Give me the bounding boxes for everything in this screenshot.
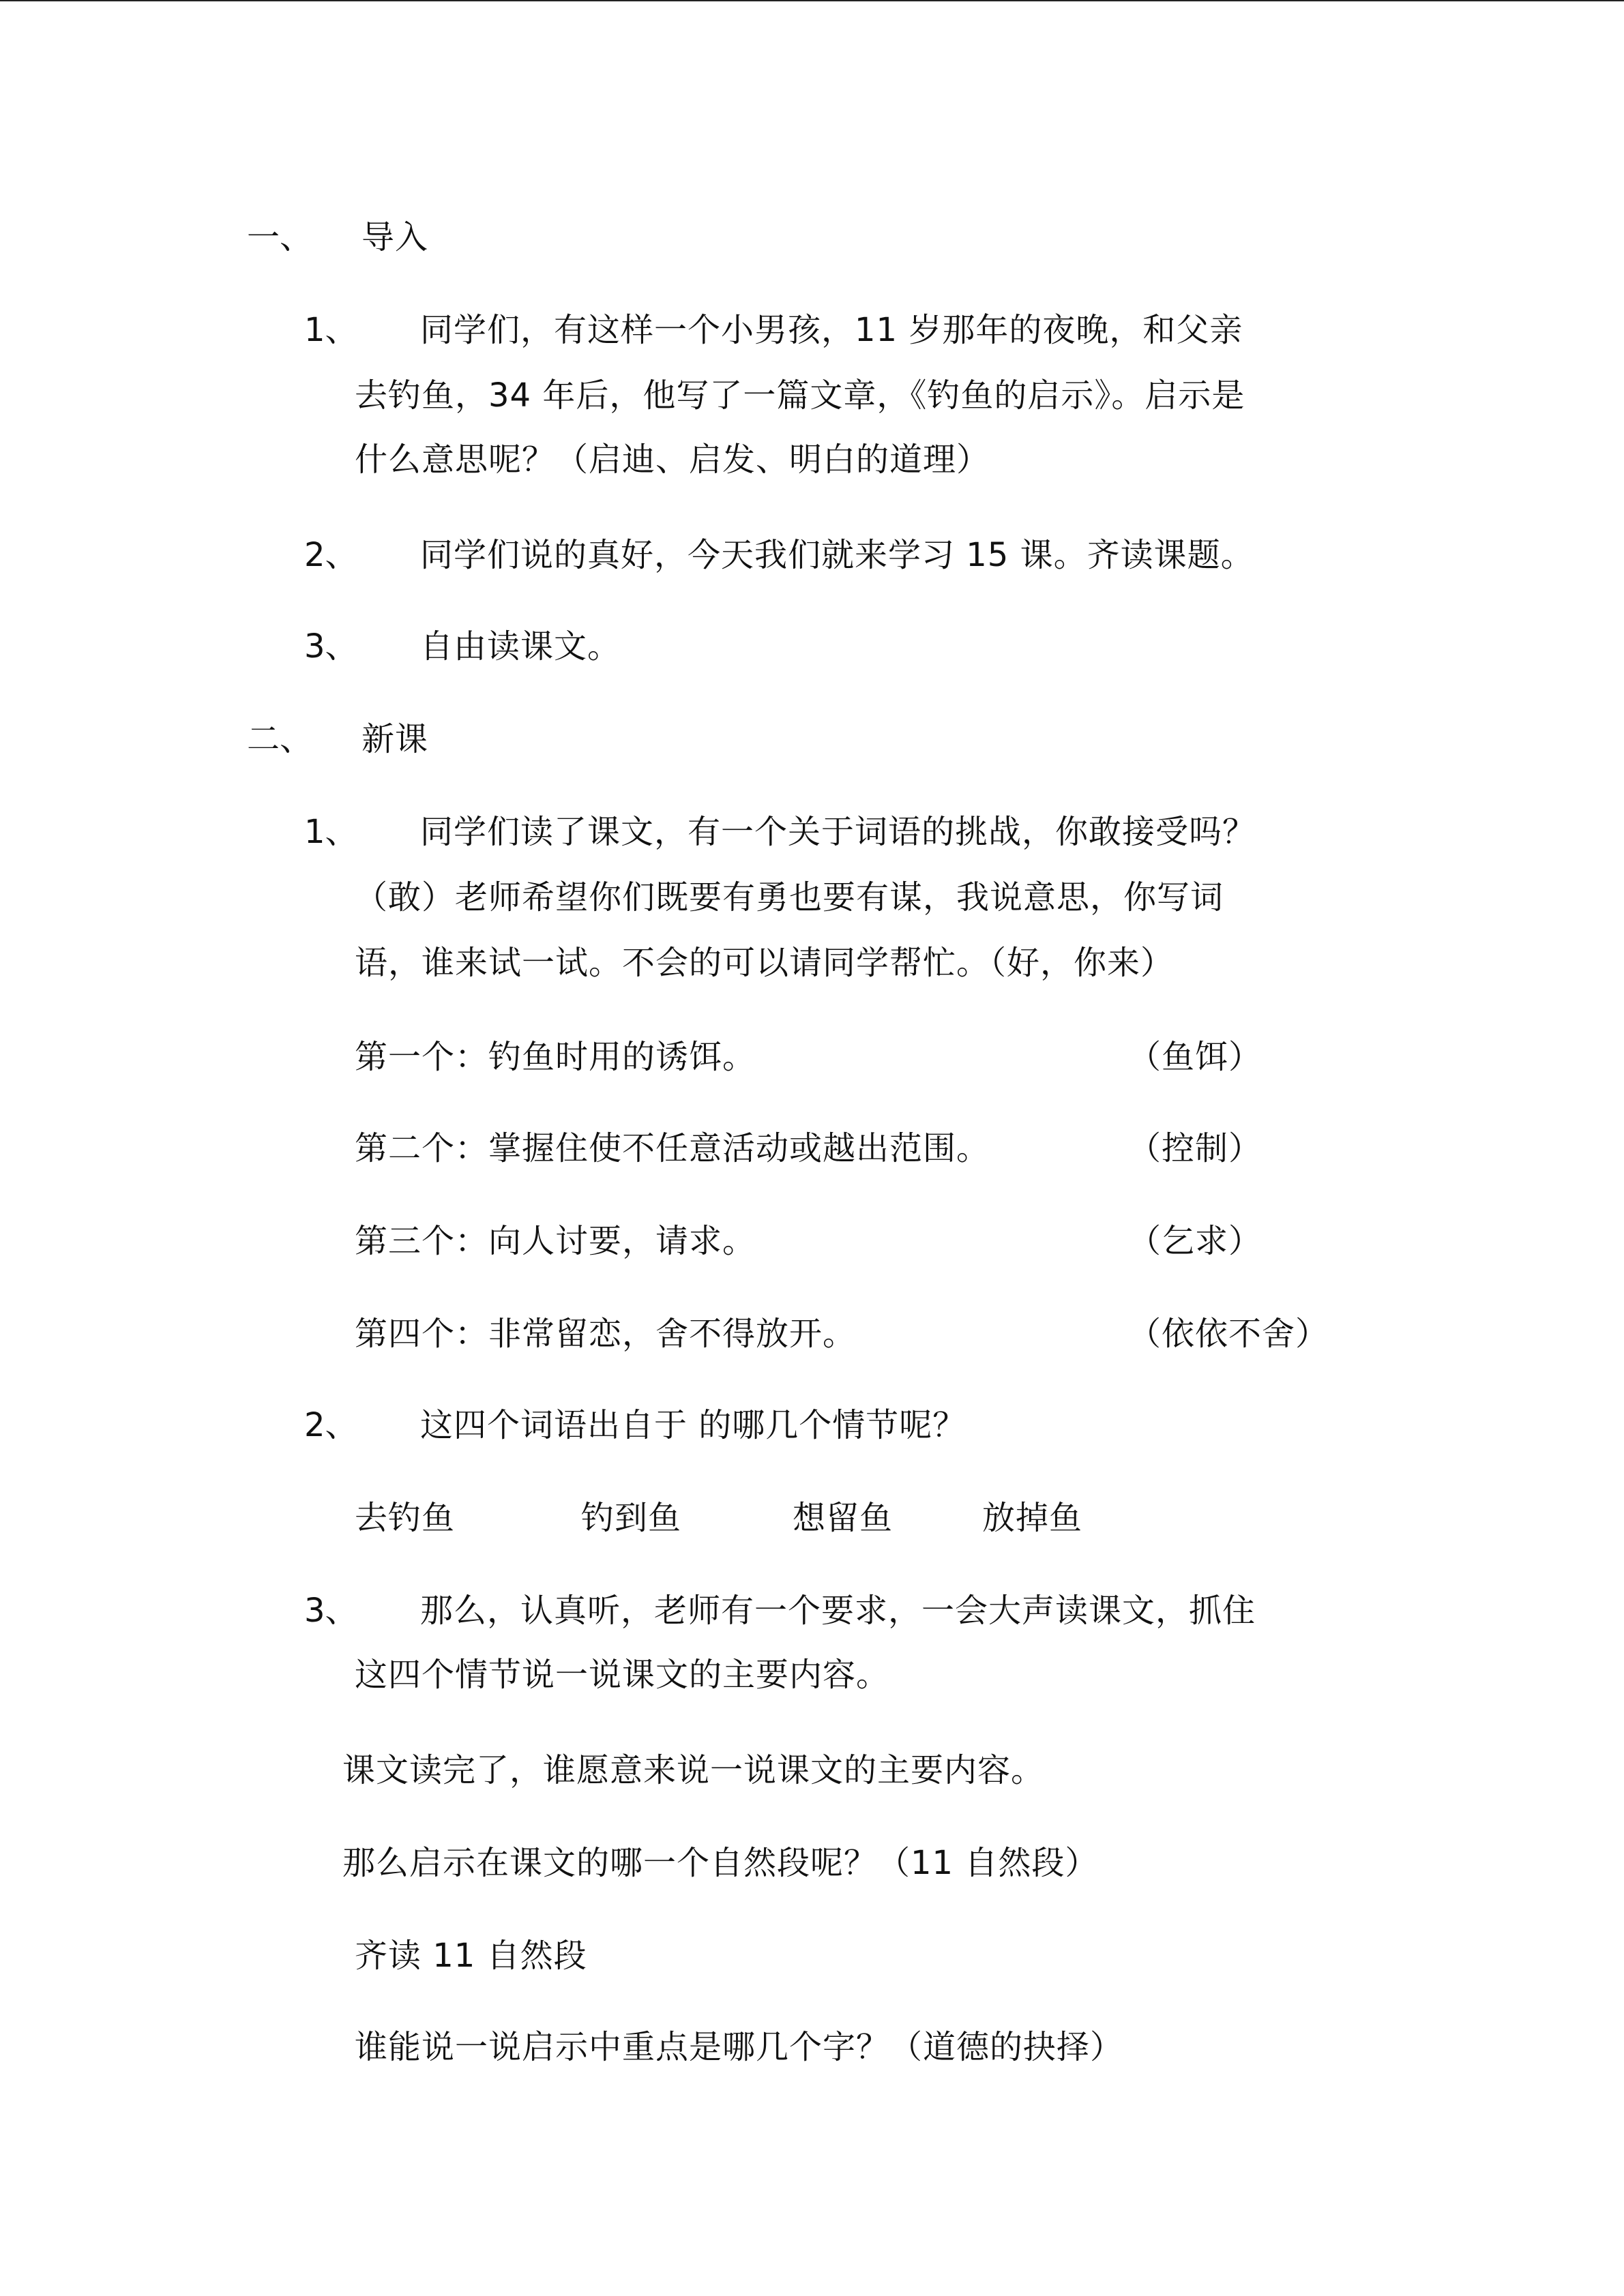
section-number-2: 二、 [247,720,313,758]
plot-item: 钓到鱼 [581,1499,682,1537]
paragraph-line: 同学们，有这样一个小男孩，11 岁那年的夜晚，和父亲 [420,311,1243,349]
item-number-2-1: 1、 [304,813,358,851]
paragraph-line: 什么意思呢？（启迪、启发、明白的道理） [355,441,990,479]
paragraph-line: 这四个词语出自于 的哪几个情节呢？ [420,1406,966,1444]
section-title-1: 导入 [361,218,429,256]
word-definition: 第三个：向人讨要，请求。 [355,1222,756,1260]
item-number-1-3: 3、 [304,627,358,666]
item-number-1-2: 2、 [304,536,358,574]
paragraph-line: 自由读课文。 [420,627,621,666]
plot-item: 放掉鱼 [982,1499,1083,1537]
paragraph-line: 同学们读了课文，有一个关于词语的挑战，你敢接受吗？ [420,813,1256,851]
paragraph-line: 语，谁来试一试。不会的可以请同学帮忙。（好，你来） [355,944,1175,982]
paragraph-line: 那么，认真听，老师有一个要求，一会大声读课文，抓住 [420,1592,1256,1630]
paragraph-line: （敢）老师希望你们既要有勇也要有谋，我说意思，你写词 [355,878,1224,916]
word-answer: （鱼饵） [1128,1038,1263,1076]
word-definition: 第二个：掌握住使不任意活动或越出范围。 [355,1129,990,1167]
section-title-2: 新课 [361,720,429,758]
item-number-2-2: 2、 [304,1406,358,1444]
paragraph-line: 这四个情节说一说课文的主要内容。 [355,1656,890,1694]
plot-item: 去钓鱼 [355,1499,456,1537]
word-answer: （乞求） [1128,1222,1263,1260]
word-answer: （控制） [1128,1129,1263,1167]
paragraph-line: 课文读完了，谁愿意来说一说课文的主要内容。 [342,1751,1045,1789]
paragraph-line: 那么启示在课文的哪一个自然段呢？（11 自然段） [342,1844,1099,1882]
item-number-2-3: 3、 [304,1592,358,1630]
paragraph-line: 去钓鱼，34 年后，他写了一篇文章，《钓鱼的启示》。启示是 [355,376,1245,415]
paragraph-line: 同学们说的真好，今天我们就来学习 15 课。齐读课题。 [420,536,1254,574]
plot-item: 想留鱼 [793,1499,894,1537]
word-definition: 第一个：钓鱼时用的诱饵。 [355,1038,756,1076]
section-number-1: 一、 [247,218,313,256]
word-answer: （依依不舍） [1128,1315,1329,1353]
item-number-1-1: 1、 [304,311,358,349]
paragraph-line: 齐读 11 自然段 [355,1937,587,1975]
paragraph-line: 谁能说一说启示中重点是哪几个字？（道德的抉择） [355,2028,1124,2066]
word-definition: 第四个：非常留恋，舍不得放开。 [355,1315,857,1353]
